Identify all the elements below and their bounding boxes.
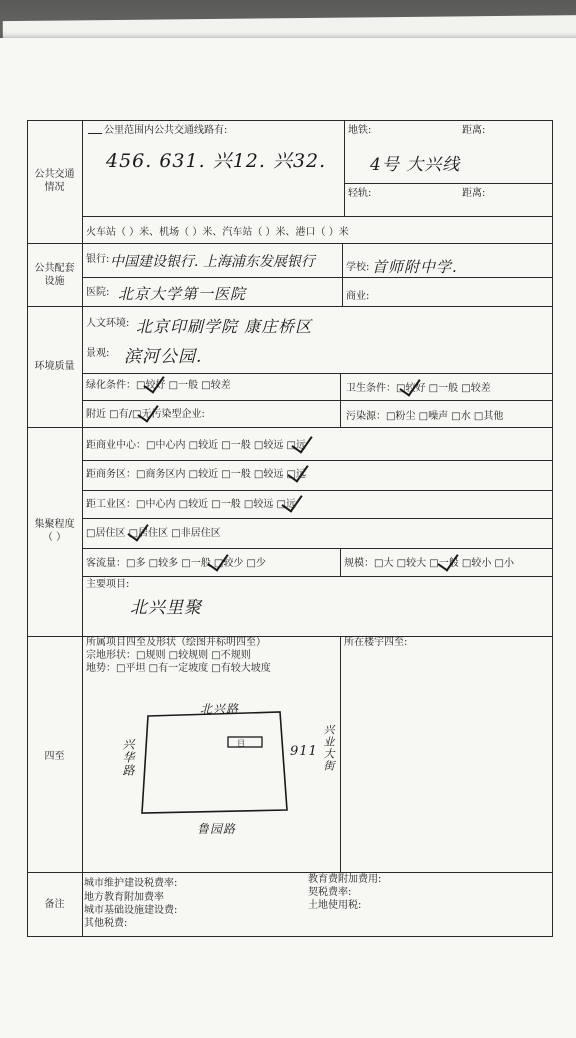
km-blank: [88, 124, 102, 134]
north-road: 北兴路: [200, 702, 240, 716]
cell-divider: [344, 183, 552, 184]
table-border-bottom: [27, 936, 553, 937]
deed-tax: 契税费率:: [308, 887, 352, 898]
main-project-value: 北兴里聚: [130, 598, 202, 618]
industrial-zone-distance[interactable]: 距工业区：□中心内 □较近 □一般 □较远 □远: [86, 499, 296, 510]
section-label-remarks: 备注: [44, 899, 65, 910]
scenery-label: 景观:: [86, 348, 110, 359]
parcel-shape[interactable]: 宗地形状：□规则 □较规则 □不规则: [86, 650, 251, 661]
traffic-flow[interactable]: 客流量：□多 □较多 □一般 □较少 □少: [86, 558, 266, 569]
education-fee: 教育费附加费用:: [308, 874, 382, 885]
section-divider: [27, 872, 553, 873]
other-taxes: 其他税费:: [84, 918, 128, 929]
building-mark: [228, 737, 262, 747]
building-boundary-label: 所在楼宇四至:: [344, 637, 408, 648]
school-label: 学校:: [346, 262, 370, 273]
cell-divider: [82, 400, 552, 401]
subway-value: 4号 大兴线: [370, 155, 461, 175]
section-label-environment: 环境质量: [34, 361, 75, 372]
section-label-facilities: 公共配套 设施: [34, 263, 75, 287]
pollution-source[interactable]: 污染源：□粉尘 □噪声 □水 □其他: [346, 411, 504, 422]
cell-divider: [340, 636, 341, 872]
light-rail-distance-label: 距离:: [462, 188, 486, 199]
nearby-pollution[interactable]: 附近 □有/□无污染型企业:: [86, 409, 205, 420]
table-border-top: [27, 120, 553, 121]
local-education-surcharge: 地方教育附加费率: [84, 892, 164, 903]
east-label: 911: [290, 744, 318, 759]
commerce-label: 商业:: [346, 291, 370, 302]
culture-label: 人文环境:: [86, 318, 130, 329]
east-road: 兴业大街: [322, 724, 335, 772]
culture-value: 北京印刷学院 康庄桥区: [136, 317, 313, 336]
commercial-center-distance[interactable]: 距商业中心：□中心内 □较近 □一般 □较远 □远: [86, 440, 306, 451]
building-label: 目: [237, 739, 245, 748]
green-condition[interactable]: 绿化条件：□较好 □一般 □较差: [86, 380, 231, 391]
bank-label: 银行:: [86, 254, 110, 265]
cell-divider: [340, 548, 341, 576]
cell-divider: [82, 460, 552, 461]
cell-divider: [82, 518, 552, 519]
section-label-boundary: 四至: [44, 751, 65, 762]
parcel-outline: [142, 712, 287, 813]
project-boundary-label: 所属项目四至及形状（绘图并标明四至）: [86, 637, 266, 648]
bus-lines-value: 456. 631. 兴12. 兴32.: [106, 150, 327, 172]
subway-label: 地铁:: [348, 125, 372, 136]
section-divider: [27, 306, 553, 307]
hospital-label: 医院:: [86, 287, 110, 298]
south-road: 鲁园路: [197, 822, 237, 836]
cell-divider: [344, 120, 345, 217]
bus-lines-label: 公里范围内公共交通线路有:: [104, 125, 228, 136]
scale[interactable]: 规模：□大 □较大 □一般 □较小 □小: [344, 558, 514, 569]
section-divider: [27, 243, 553, 244]
section-label-transport: 公共交通 情况: [34, 169, 75, 193]
cell-divider: [82, 277, 552, 278]
west-road: 兴华路: [121, 738, 135, 777]
cell-divider: [342, 243, 343, 306]
sanitation-condition[interactable]: 卫生条件：□较好 □一般 □较差: [346, 383, 491, 394]
hospital-value: 北京大学第一医院: [118, 285, 247, 303]
business-district-distance[interactable]: 距商务区：□商务区内 □较近 □一般 □较远 □远: [86, 469, 306, 480]
subway-distance-label: 距离:: [462, 125, 486, 136]
cell-divider: [340, 373, 341, 427]
bank-value: 中国建设银行. 上海浦东发展银行: [110, 254, 315, 270]
section-divider: [27, 427, 553, 428]
school-value: 首师附中学.: [372, 258, 458, 276]
section-label-cluster: 集聚程度 （ ）: [34, 519, 75, 543]
main-project-label: 主要项目:: [86, 579, 130, 590]
terrain[interactable]: 地势：□平坦 □有一定坡度 □有较大坡度: [86, 663, 271, 674]
cell-divider: [82, 548, 552, 549]
urban-maintenance-tax: 城市维护建设税费率:: [84, 878, 178, 889]
cell-divider: [82, 576, 552, 577]
light-rail-label: 轻轨:: [348, 188, 372, 199]
cell-divider: [82, 216, 552, 217]
cell-divider: [82, 490, 552, 491]
scenery-value: 滨河公园.: [124, 347, 203, 367]
residential-type[interactable]: □居住区 □居住区 □非居住区: [86, 528, 221, 539]
stations-line: 火车站（ ）米、机场（ ）米、汽车站（ ）米、港口（ ）米: [86, 227, 349, 238]
infrastructure-fee: 城市基础设施建设费:: [84, 905, 178, 916]
land-use-tax: 土地使用税:: [308, 900, 362, 911]
